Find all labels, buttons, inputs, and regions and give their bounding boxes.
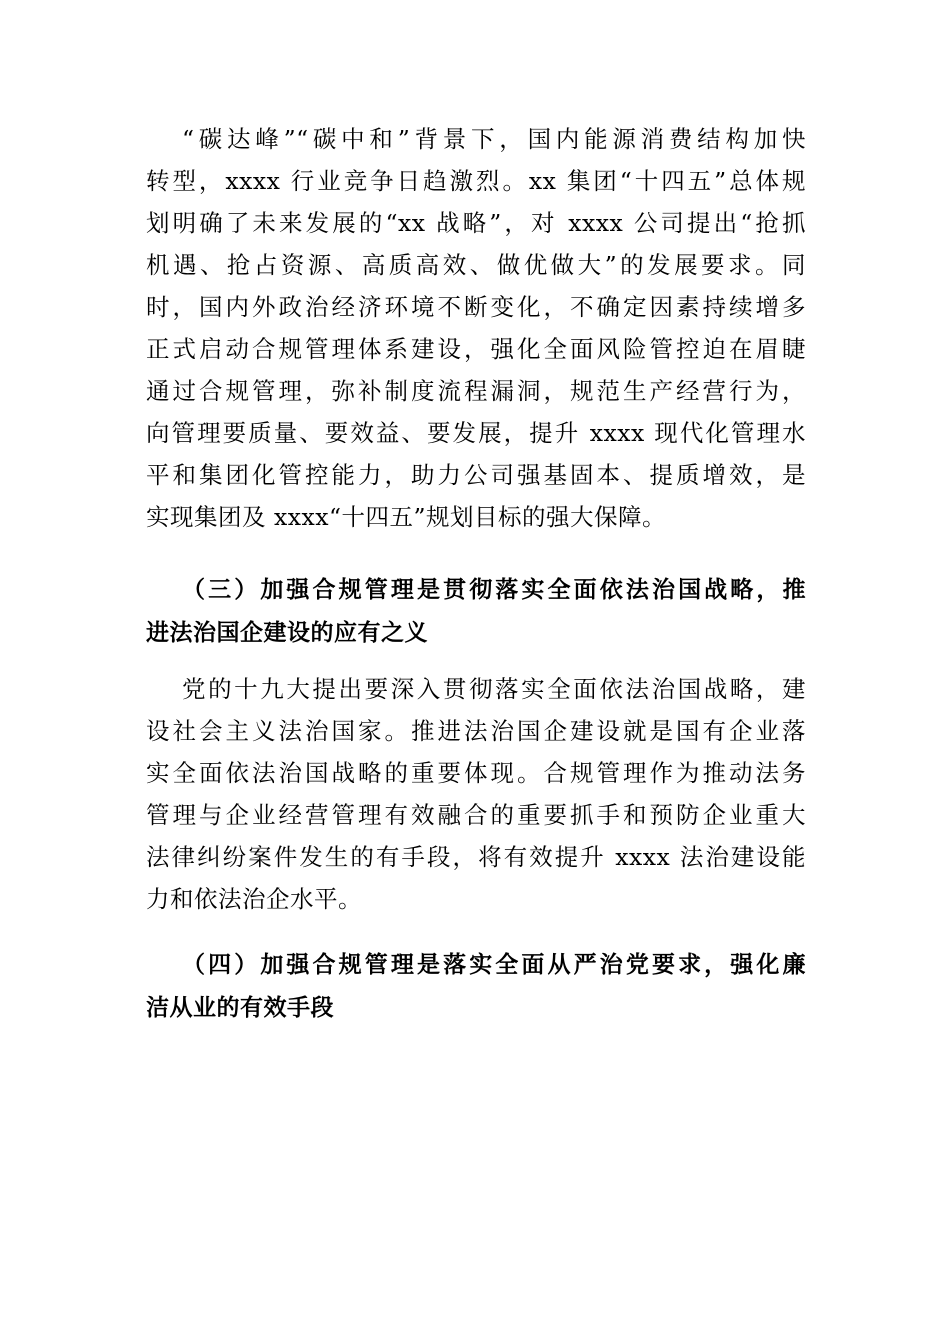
paragraph-rule-of-law	[146, 668, 806, 920]
section-heading-4	[146, 944, 806, 1030]
text-line: 管理与企业经营管理有效融合的重要抓手和预防企业重大	[146, 801, 806, 829]
text-line: 力和依法治企水平。	[146, 885, 362, 913]
heading-line: 洁从业的有效手段	[146, 995, 334, 1021]
text-line: 机遇、抢占资源、高质高效、做优做大”的发展要求。同	[146, 251, 806, 279]
section-heading-3	[146, 569, 806, 655]
paragraph-energy-transition	[146, 118, 806, 538]
text-line: 实现集团及 xxxx“十四五”规划目标的强大保障。	[146, 503, 667, 531]
heading-line: （三）加强合规管理是贯彻落实全面依法治国战略，推	[182, 577, 806, 603]
heading-line: （四）加强合规管理是落实全面从严治党要求，强化廉	[182, 952, 806, 978]
text-line: 时，国内外政治经济环境不断变化，不确定因素持续增多	[146, 293, 806, 321]
text-line: 向管理要质量、要效益、要发展，提升 xxxx 现代化管理水	[146, 419, 806, 447]
text-line: 转型，xxxx 行业竞争日趋激烈。xx 集团“十四五”总体规	[146, 167, 806, 195]
text-line: 法律纠纷案件发生的有手段，将有效提升 xxxx 法治建设能	[146, 843, 806, 871]
text-line: 党的十九大提出要深入贯彻落实全面依法治国战略，建	[182, 675, 806, 703]
text-line: 平和集团化管控能力，助力公司强基固本、提质增效，是	[146, 461, 806, 489]
text-line: 设社会主义法治国家。推进法治国企建设就是国有企业落	[146, 717, 806, 745]
text-line: 正式启动合规管理体系建设，强化全面风险管控迫在眉睫	[146, 335, 806, 363]
text-line: 通过合规管理，弥补制度流程漏洞，规范生产经营行为，	[146, 377, 806, 405]
text-line: 划明确了未来发展的“xx 战略”，对 xxxx 公司提出“抢抓	[146, 209, 806, 237]
heading-line: 进法治国企建设的应有之义	[146, 620, 428, 646]
text-line: 实全面依法治国战略的重要体现。合规管理作为推动法务	[146, 759, 806, 787]
text-line: “碳达峰”“碳中和”背景下，国内能源消费结构加快	[182, 125, 806, 153]
